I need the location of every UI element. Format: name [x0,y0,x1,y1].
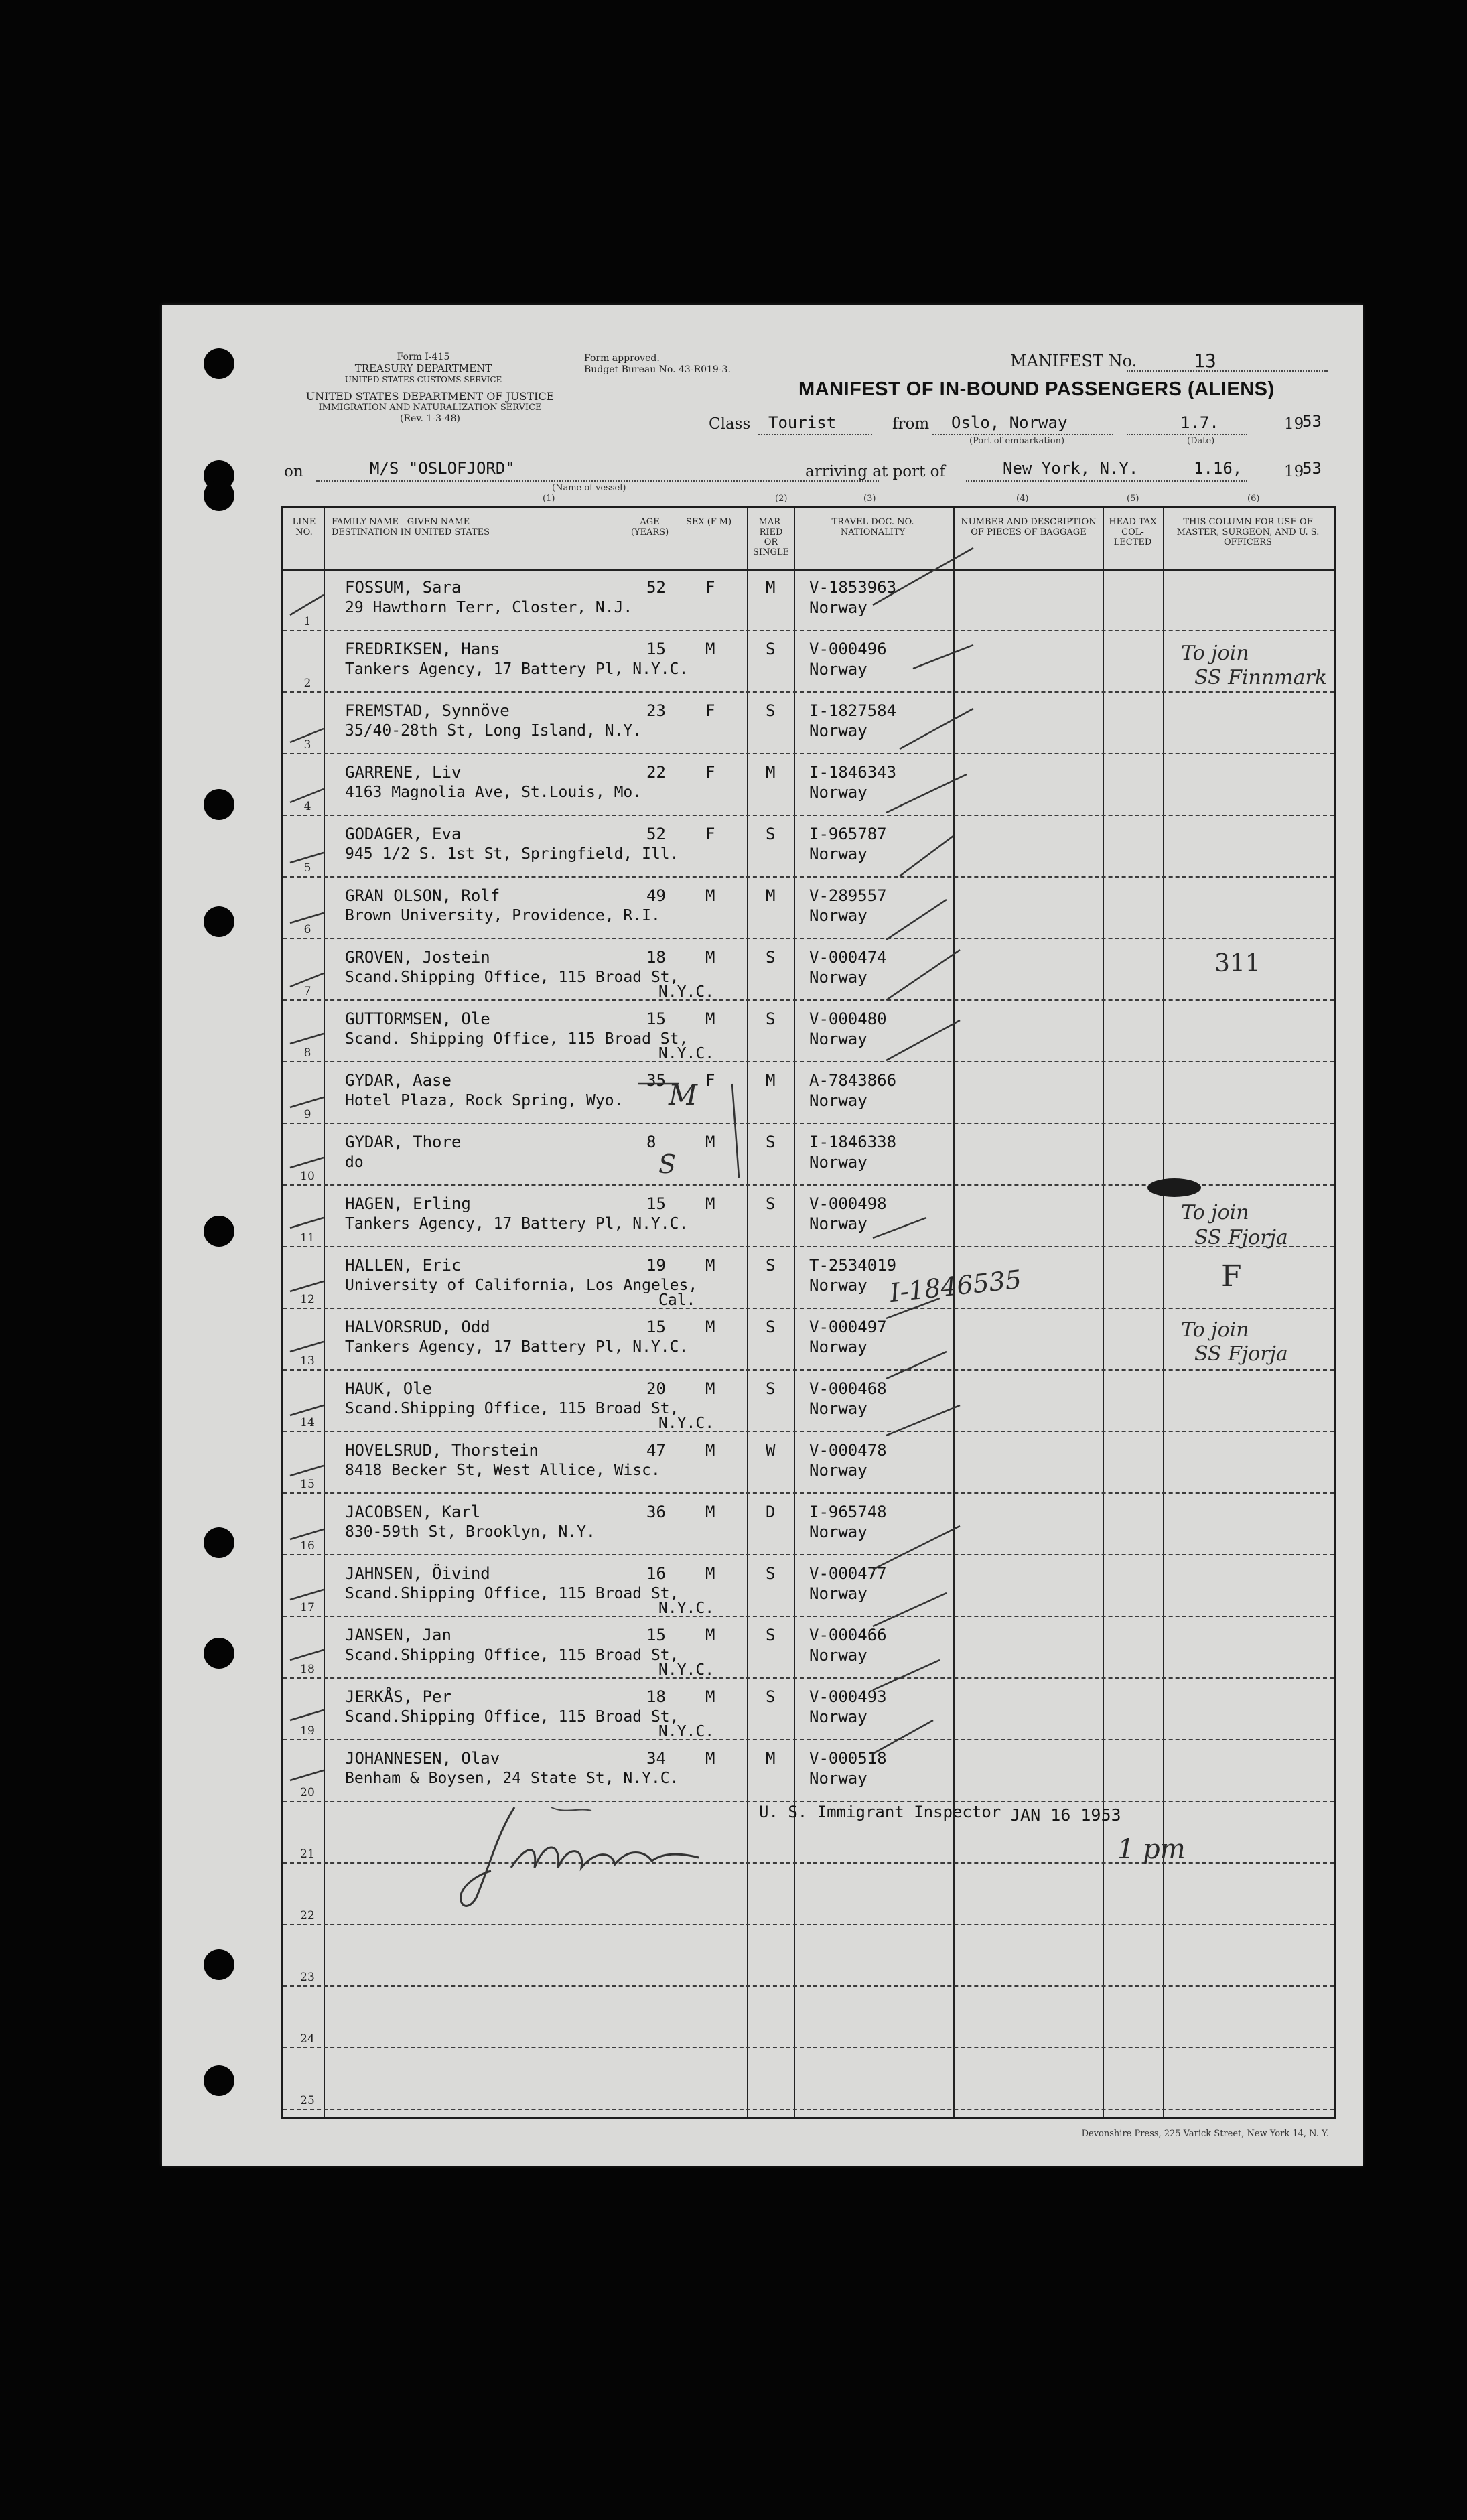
doj-name: UNITED STATES DEPARTMENT OF JUSTICE [305,390,555,403]
arrival-port: New York, N.Y. [1003,459,1139,478]
nationality: Norway [809,1769,867,1788]
marital-status: S [766,1626,776,1644]
travel-doc-no: V-000468 [809,1379,887,1398]
line-number: 12 [300,1293,315,1306]
printer-imprint: Devonshire Press, 225 Varick Street, New York 14, N. Y. [1081,2129,1329,2139]
passenger-destination-cont: N.Y.C. [658,983,715,1001]
punch-hole [204,480,234,511]
passenger-destination: 945 1/2 S. 1st St, Springfield, Ill. [345,845,679,863]
passenger-name: GRAN OLSON, Rolf [345,886,500,905]
nationality: Norway [809,1461,867,1480]
arriving-label: arriving at port of [805,463,945,480]
passenger-sex: M [705,948,715,967]
note-to-join-1: To join [1181,642,1249,665]
passenger-sex: M [705,1133,715,1151]
nationality: Norway [809,1276,867,1295]
marital-status: S [766,1318,776,1336]
note-to-join-3: To join [1181,1318,1249,1342]
passenger-destination: Hotel Plaza, Rock Spring, Wyo. [345,1092,624,1109]
passenger-destination: Scand.Shipping Office, 115 Broad St, [345,1647,679,1664]
punch-hole [204,1949,234,1980]
passenger-name: GYDAR, Thore [345,1133,462,1151]
time-note: 1 pm [1117,1834,1186,1865]
nationality: Norway [809,1523,867,1541]
travel-doc-no: I-1846343 [809,763,897,782]
line-number: 22 [300,1909,315,1922]
passenger-destination: Scand.Shipping Office, 115 Broad St, [345,1400,679,1417]
travel-doc-no: V-000493 [809,1687,887,1706]
line-number: 14 [300,1416,315,1429]
line-number: 24 [300,2032,315,2046]
travel-doc-no: I-1827584 [809,701,897,720]
nationality: Norway [809,1584,867,1603]
passenger-destination-cont: N.Y.C. [658,1415,715,1432]
line-number: 11 [300,1231,315,1245]
travel-doc-no: I-1846338 [809,1133,897,1151]
passenger-sex: F [705,701,715,720]
passenger-destination: Benham & Boysen, 24 State St, N.Y.C. [345,1770,679,1787]
passenger-sex: F [705,1071,715,1090]
nationality: Norway [809,1399,867,1418]
nationality: Norway [809,721,867,740]
passenger-destination-cont: N.Y.C. [658,1723,715,1740]
nationality: Norway [809,1338,867,1356]
col-num-3: (3) [863,494,876,504]
passenger-age: 49 [646,886,666,905]
passenger-sex: F [705,578,715,597]
passenger-sex: M [705,1441,715,1460]
line-number: 20 [300,1786,315,1799]
note-f: F [1221,1259,1242,1293]
page-title: MANIFEST OF IN-BOUND PASSENGERS (ALIENS) [798,378,1275,400]
col-head-tax: HEAD TAX COL-LECTED [1109,517,1157,547]
passenger-age: 52 [646,578,666,597]
line-number: 4 [303,800,311,813]
marital-status: M [766,578,776,597]
note-311: 311 [1214,950,1261,977]
travel-doc-no: V-289557 [809,886,887,905]
passenger-name: GODAGER, Eva [345,825,462,843]
passenger-age: 20 [646,1379,666,1398]
note-ship-1: SS Finnmark [1194,666,1328,689]
passenger-sex: M [705,886,715,905]
inspector-label: U. S. Immigrant Inspector [759,1803,1001,1821]
travel-doc-no: V-000466 [809,1626,887,1644]
col-num-5: (5) [1127,494,1139,504]
treasury-dept: TREASURY DEPARTMENT [354,362,492,374]
passenger-destination: 4163 Magnolia Ave, St.Louis, Mo. [345,784,642,801]
passenger-destination-cont: N.Y.C. [658,1661,715,1679]
nationality: Norway [809,783,867,802]
travel-doc-no: V-000477 [809,1564,887,1583]
note-hallen-doc: I-1846535 [888,1264,1023,1308]
line-number: 6 [303,923,311,936]
nationality: Norway [809,1214,867,1233]
punch-hole [204,906,234,937]
passenger-destination: 35/40-28th St, Long Island, N.Y. [345,722,642,740]
passenger-destination: Brown University, Providence, R.I. [345,907,660,924]
nationality: Norway [809,598,867,617]
from-value: Oslo, Norway [951,413,1068,432]
passenger-name: GARRENE, Liv [345,763,462,782]
col-head-sex: SEX (F-M) [685,517,732,527]
passenger-sex: F [705,825,715,843]
marital-status: S [766,640,776,658]
line-number: 1 [303,615,311,628]
ins-name: IMMIGRATION AND NATURALIZATION SERVICE [318,403,542,413]
col-head-age: AGE (YEARS) [630,517,669,537]
nationality: Norway [809,845,867,863]
arrival-year: 53 [1302,459,1322,478]
col-num-6: (6) [1247,494,1260,504]
passenger-name: JERKÅS, Per [345,1687,451,1706]
line-number: 16 [300,1539,315,1553]
passenger-age: 47 [646,1441,666,1460]
marital-status: W [766,1441,776,1460]
passenger-age: 35 [646,1071,666,1090]
passenger-destination: Scand.Shipping Office, 115 Broad St, [345,1585,679,1602]
note-s-correction: S [658,1149,677,1179]
passenger-name: JOHANNESEN, Olav [345,1749,500,1768]
col-head-officers: THIS COLUMN FOR USE OF MASTER, SURGEON, AND U. S. OFFICERS [1176,517,1320,547]
nationality: Norway [809,1646,867,1665]
passenger-destination: 830-59th St, Brooklyn, N.Y. [345,1523,596,1541]
doj-block [283,391,577,425]
line-number: 10 [300,1170,315,1183]
col-head-line: LINE NO. [292,517,316,537]
passenger-age: 15 [646,1009,666,1028]
marital-status: S [766,825,776,843]
line-number: 7 [303,985,311,998]
travel-doc-no: V-000498 [809,1194,887,1213]
passenger-name: FREDRIKSEN, Hans [345,640,500,658]
travel-doc-no: V-000474 [809,948,887,967]
marital-status: S [766,1194,776,1213]
passenger-name: HALLEN, Eric [345,1256,462,1275]
passenger-sex: M [705,1626,715,1644]
manifest-no-label: MANIFEST No. [1010,352,1137,370]
marital-status: S [766,1256,776,1275]
nationality: Norway [809,1030,867,1048]
passenger-age: 8 [646,1133,656,1151]
passenger-sex: M [705,1502,715,1521]
passenger-name: HALVORSRUD, Odd [345,1318,490,1336]
passenger-age: 34 [646,1749,666,1768]
passenger-sex: M [705,1256,715,1275]
line-number: 18 [300,1663,315,1676]
marital-status: S [766,1009,776,1028]
col-num-2: (2) [775,494,788,504]
marital-status: M [766,1071,776,1090]
manifest-no: 13 [1194,350,1216,372]
nationality: Norway [809,1707,867,1726]
handwritten-marks [283,508,1334,2117]
passenger-sex: M [705,1009,715,1028]
form-revision: (Rev. 1-3-48) [400,413,460,424]
passenger-name: JANSEN, Jan [345,1626,451,1644]
passenger-name: FREMSTAD, Synnöve [345,701,510,720]
line-number: 2 [303,677,311,690]
passenger-destination-cont: Cal. [658,1291,696,1309]
passenger-name: GROVEN, Jostein [345,948,490,967]
col-head-name-line2: DESTINATION IN UNITED STATES [332,527,490,537]
passenger-age: 19 [646,1256,666,1275]
form-id-block [343,352,504,386]
line-number: 9 [303,1108,311,1121]
passenger-age: 36 [646,1502,666,1521]
note-ship-3: SS Fjorja [1194,1342,1288,1366]
passenger-sex: M [705,640,715,658]
col-num-4: (4) [1016,494,1029,504]
travel-doc-no: V-000478 [809,1441,887,1460]
travel-doc-no: I-965787 [809,825,887,843]
approval-line1: Form approved. [584,353,660,364]
inspection-date-stamp: JAN 16 1953 [1010,1805,1121,1825]
line-number: 25 [300,2094,315,2107]
passenger-destination: Scand. Shipping Office, 115 Broad St, [345,1030,689,1048]
punch-hole [204,348,234,379]
col-head-travel: TRAVEL DOC. NO. NATIONALITY [831,517,914,537]
marital-status: S [766,1379,776,1398]
passenger-sex: M [705,1687,715,1706]
year-prefix-1: 19 [1284,415,1304,433]
line-number: 21 [300,1847,315,1861]
passenger-age: 18 [646,1687,666,1706]
nationality: Norway [809,968,867,987]
on-label: on [284,463,303,480]
marital-status: M [766,886,776,905]
form-number: Form I-415 [397,352,450,362]
line-number: 23 [300,1971,315,1984]
departure-date: 1.7. [1180,413,1219,432]
passenger-destination: Tankers Agency, 17 Battery Pl, N.Y.C. [345,1215,689,1233]
punch-hole [204,789,234,820]
line-number: 13 [300,1354,315,1368]
passenger-destination: Scand.Shipping Office, 115 Broad St, [345,969,679,986]
line-number: 8 [303,1046,311,1060]
passenger-destination: Tankers Agency, 17 Battery Pl, N.Y.C. [345,1338,689,1356]
marital-status: M [766,1749,776,1768]
vessel-name: M/S "OSLOFJORD" [370,459,515,478]
passenger-name: GYDAR, Aase [345,1071,451,1090]
nationality: Norway [809,906,867,925]
col-head-baggage: NUMBER AND DESCRIPTION OF PIECES OF BAGGAGE [961,517,1097,537]
passenger-destination: University of California, Los Angeles, [345,1277,698,1294]
passenger-sex: M [705,1194,715,1213]
note-to-join-2: To join [1181,1201,1249,1224]
line-number: 17 [300,1601,315,1614]
passenger-sex: M [705,1564,715,1583]
marital-status: S [766,1687,776,1706]
line-number: 5 [303,861,311,875]
marital-status: S [766,701,776,720]
marital-status: S [766,1564,776,1583]
passenger-name: HOVELSRUD, Thorstein [345,1441,539,1460]
passenger-sex: F [705,763,715,782]
vessel-caption: (Name of vessel) [552,483,626,493]
punch-hole [204,1216,234,1247]
marital-status: S [766,948,776,967]
passenger-sex: M [705,1318,715,1336]
nationality: Norway [809,1153,867,1172]
port-caption: (Port of embarkation) [969,436,1065,446]
passenger-name: FOSSUM, Sara [345,578,462,597]
travel-doc-no: V-000496 [809,640,887,658]
col-head-name-line1: FAMILY NAME—GIVEN NAME [332,517,470,527]
passenger-age: 16 [646,1564,666,1583]
travel-doc-no: I-965748 [809,1502,887,1521]
passenger-table [281,506,1336,2119]
passenger-destination: Scand.Shipping Office, 115 Broad St, [345,1708,679,1726]
passenger-sex: M [705,1749,715,1768]
approval-block [584,353,758,376]
passenger-age: 15 [646,640,666,658]
from-label: from [892,415,930,433]
passenger-age: 52 [646,825,666,843]
nationality: Norway [809,1091,867,1110]
punch-hole [204,1527,234,1558]
passenger-age: 18 [646,948,666,967]
class-label: Class [709,415,751,433]
passenger-destination: 29 Hawthorn Terr, Closter, N.J. [345,599,633,616]
passenger-age: 22 [646,763,666,782]
marital-status: S [766,1133,776,1151]
passenger-age: 15 [646,1194,666,1213]
arrival-date: 1.16, [1194,459,1243,478]
year-prefix-2: 19 [1284,463,1304,480]
travel-doc-no: V-1853963 [809,578,897,597]
note-ship-2: SS Fjorja [1194,1226,1288,1249]
travel-doc-no: V-000497 [809,1318,887,1336]
manifest-sheet [162,305,1363,2166]
passenger-name: HAGEN, Erling [345,1194,471,1213]
passenger-sex: M [705,1379,715,1398]
col-head-married: MAR-RIED OR SINGLE [753,517,789,557]
departure-year: 53 [1302,412,1322,431]
passenger-destination: Tankers Agency, 17 Battery Pl, N.Y.C. [345,660,689,678]
note-m-correction: M [669,1078,698,1111]
line-number: 3 [303,738,311,752]
nationality: Norway [809,660,867,679]
passenger-age: 15 [646,1626,666,1644]
col-num-1: (1) [543,494,555,504]
marital-status: D [766,1502,776,1521]
passenger-age: 23 [646,701,666,720]
travel-doc-no: T-2534019 [809,1256,897,1275]
class-value: Tourist [768,413,837,432]
passenger-age: 15 [646,1318,666,1336]
customs-service: UNITED STATES CUSTOMS SERVICE [344,375,502,384]
line-number: 15 [300,1478,315,1491]
punch-hole [204,1638,234,1669]
passenger-destination: 8418 Becker St, West Allice, Wisc. [345,1462,660,1479]
travel-doc-no: V-000518 [809,1749,887,1768]
marital-status: M [766,763,776,782]
travel-doc-no: A-7843866 [809,1071,897,1090]
passenger-name: JAHNSEN, Öivind [345,1564,490,1583]
punch-hole [204,2065,234,2096]
passenger-name: HAUK, Ole [345,1379,433,1398]
passenger-name: JACOBSEN, Karl [345,1502,481,1521]
date-caption: (Date) [1187,436,1215,446]
passenger-destination-cont: N.Y.C. [658,1045,715,1062]
approval-line2: Budget Bureau No. 43-R019-3. [584,364,731,375]
passenger-destination-cont: N.Y.C. [658,1600,715,1617]
line-number: 19 [300,1724,315,1738]
passenger-name: GUTTORMSEN, Ole [345,1009,490,1028]
passenger-destination: do [345,1153,364,1171]
travel-doc-no: V-000480 [809,1009,887,1028]
